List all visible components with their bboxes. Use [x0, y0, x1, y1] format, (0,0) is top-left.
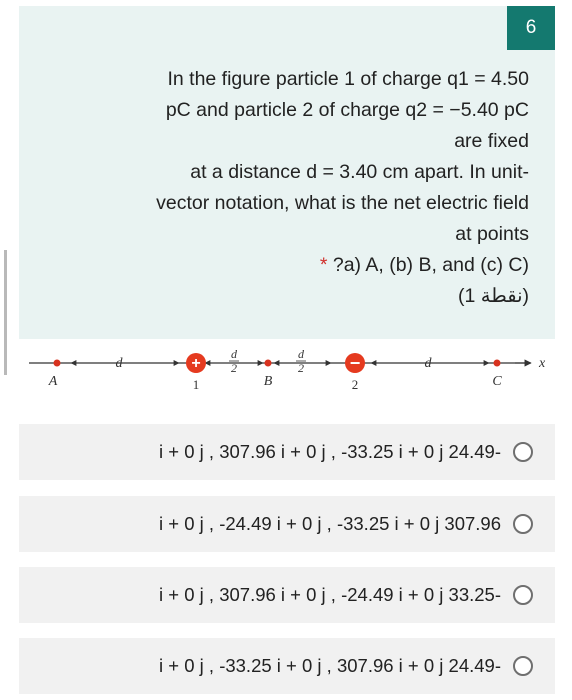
answer-option-3[interactable] [19, 567, 555, 623]
question-text [59, 64, 529, 312]
question-line: pC and particle 2 of charge q2 = −5.40 pC [165, 99, 529, 121]
half-d-numerator: d [298, 347, 304, 361]
sub-question: ?a) A, (b) B, and (c) C) [332, 254, 529, 276]
sub-question-line [59, 250, 529, 281]
scrollbar-indicator[interactable] [4, 250, 7, 375]
half-d-denominator: 2 [231, 361, 237, 375]
point-b [265, 360, 272, 367]
question-card [19, 6, 555, 396]
radio-button[interactable] [513, 585, 533, 605]
option-label: i + 0 j , -33.25 i + 0 j , 307.96 i + 0 j 24.49- [159, 655, 501, 676]
answer-option-2[interactable] [19, 496, 555, 552]
axis-label-x: x [539, 356, 546, 371]
answer-option-1[interactable] [19, 424, 555, 480]
label-1: 1 [192, 377, 200, 392]
distance-label: d [424, 356, 432, 371]
points-label: (1 نقطة) [457, 285, 529, 307]
distance-label: d [115, 356, 123, 371]
option-label: i + 0 j , 307.96 i + 0 j , -33.25 i + 0 j 24.49- [159, 441, 501, 462]
question-line: at a distance d = 3.40 cm apart. In unit- [190, 161, 529, 183]
charge-sign-minus: − [349, 353, 361, 373]
point-a [54, 360, 61, 367]
question-line: at points [455, 223, 529, 245]
option-label: i + 0 j , -24.49 i + 0 j , -33.25 i + 0 j 307.96 [159, 513, 501, 534]
required-asterisk: * [319, 254, 328, 276]
charge-figure [19, 339, 555, 399]
figure-svg [19, 339, 555, 399]
option-label: i + 0 j , 307.96 i + 0 j , -24.49 i + 0 j 33.25- [159, 584, 501, 605]
question-number-badge: 6 [507, 6, 555, 50]
question-line: are fixed [454, 130, 529, 152]
half-d-numerator: d [231, 347, 237, 361]
point-c [494, 360, 501, 367]
radio-button[interactable] [513, 656, 533, 676]
label-2: 2 [351, 377, 359, 392]
question-line: In the figure particle 1 of charge q1 = 4.50 [167, 68, 529, 90]
answer-option-4[interactable] [19, 638, 555, 694]
charge-sign-plus: + [191, 355, 201, 372]
label-b: B [263, 374, 273, 389]
question-line: vector notation, what is the net electric field [156, 192, 529, 214]
half-d-denominator: 2 [298, 361, 304, 375]
label-a: A [48, 374, 58, 389]
radio-button[interactable] [513, 442, 533, 462]
label-c: C [492, 374, 502, 389]
radio-button[interactable] [513, 514, 533, 534]
